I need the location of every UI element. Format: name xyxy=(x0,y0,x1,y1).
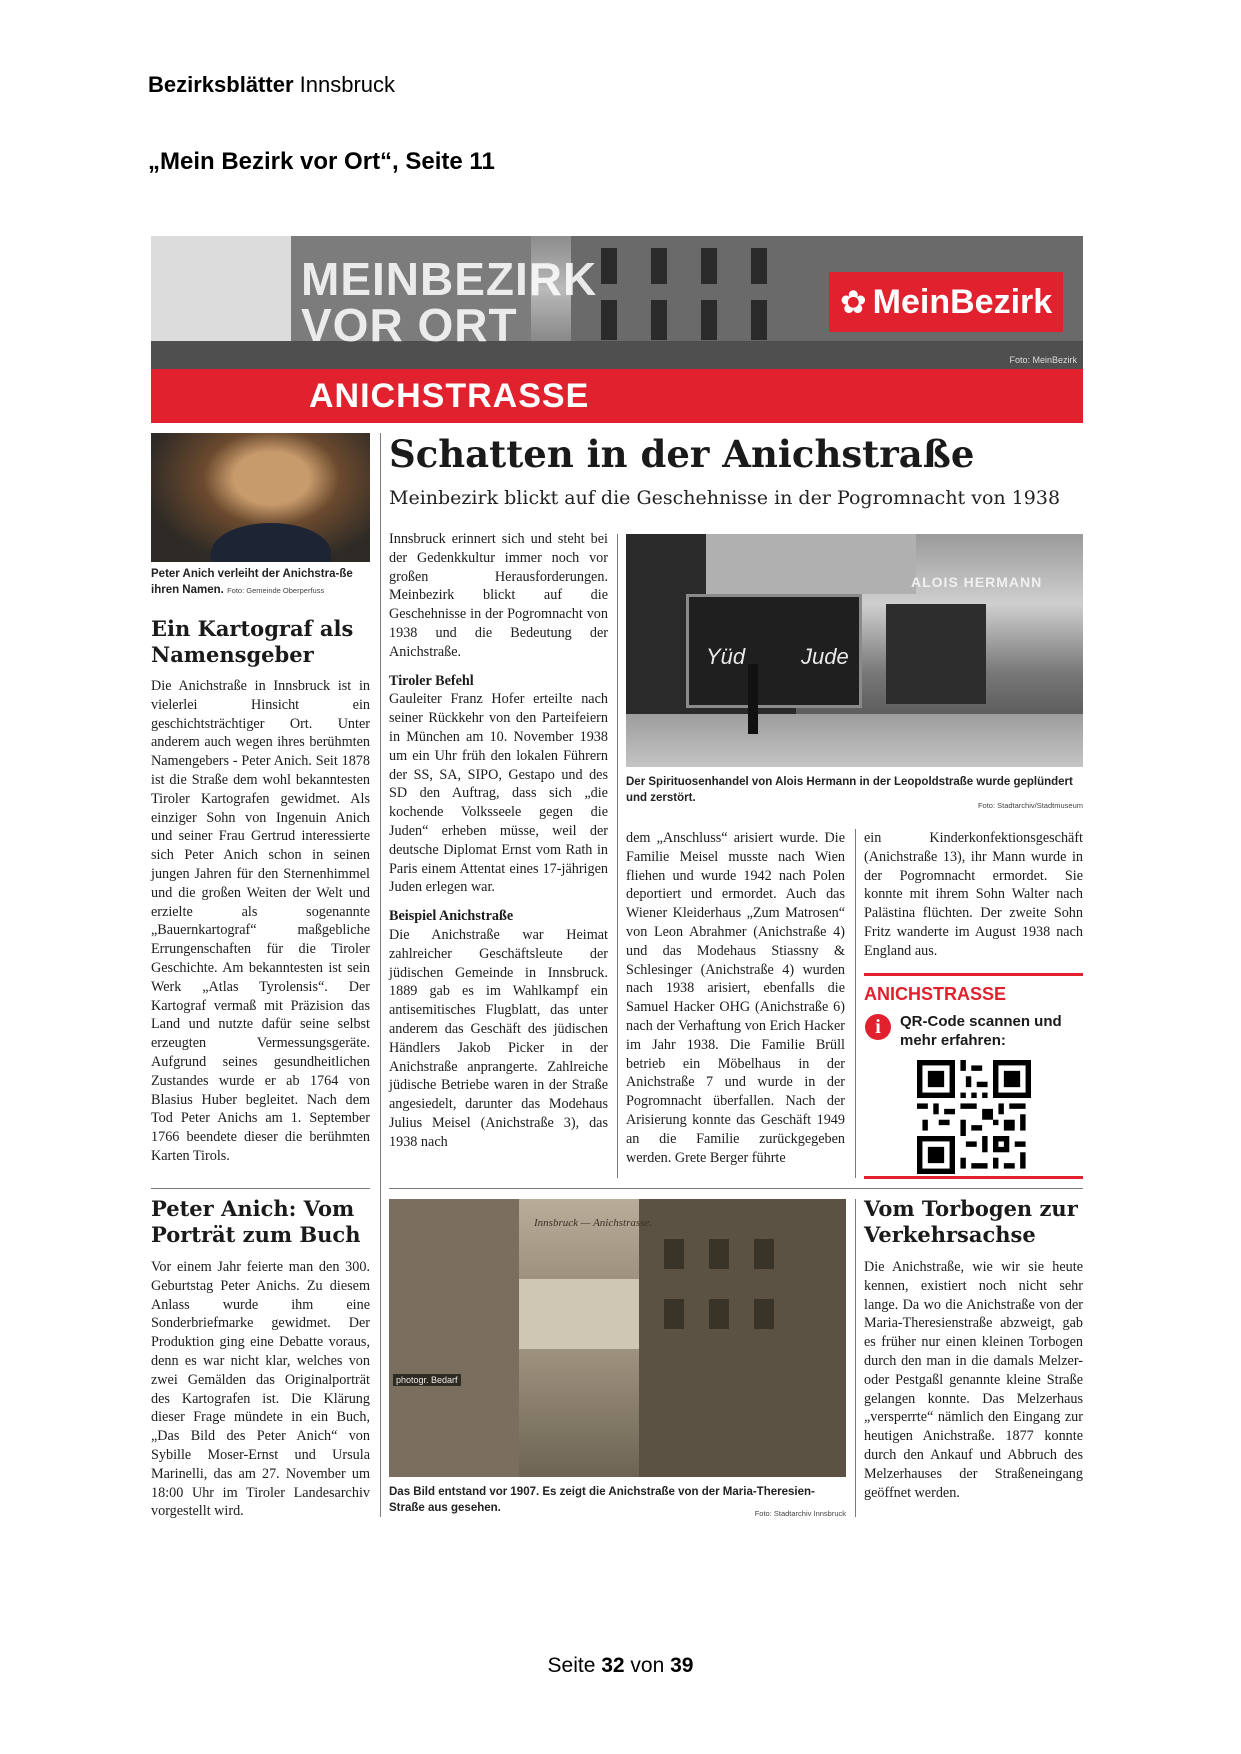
column-divider xyxy=(855,829,856,1178)
portrait-credit: Foto: Gemeinde Oberperfuss xyxy=(227,586,325,595)
header-publication: Bezirksblätter xyxy=(148,72,294,97)
photo2-window xyxy=(754,1299,774,1329)
main-article-intro: Innsbruck erinnert sich und steht bei der Gedenkkultur immer noch vor großen Herausforderungen. Meinbezirk blickt auf die Geschehnisse in der Pogromnacht von 1938 und die Bedeutung der Anichstraße. xyxy=(389,531,608,660)
photo2-street xyxy=(519,1349,639,1477)
banner-photo-credit: Foto: MeinBezirk xyxy=(1009,355,1077,365)
infobox-text: QR-Code scannen und mehr erfahren: xyxy=(900,1013,1062,1049)
infobox-top-line xyxy=(864,973,1083,976)
photo-graffiti-right: Jude xyxy=(801,644,849,669)
photo2-shop-sign: photogr. Bedarf xyxy=(393,1374,461,1386)
photo-pedestrian xyxy=(748,664,758,734)
left-article-text: Die Anichstraße in Innsbruck ist in vielerlei Hinsicht ein geschichtsträchtiger Ort. Unter anderem auch wegen ihres berühmten Namengebers - Peter Anich. Seit 1878 ist die Straße dem wohl bekanntesten Tiroler Kartografen gewidmet. Als einziger Sohn von Ingenuin Anich und seiner Frau Gertrud interessierte sich Peter Anich schon in seinen jungen Jahren für den Sternenhimmel und die großen Weiten der Welt und erzielte als sogenannte „Bauernkartograf“ maßgebliche Errungenschaften für die Tiroler Geschichte. Am bekanntesten ist sein Werk „Atlas Tyrolensis“. Der Kartograf vermaß mit Präzision das Land und nutzte dafür seine selbst erzeugten Vermessungsgeräte. Aufgrund seines gesundheitlichen Zustandes wurde er ab 1764 von Blasius Huber begleitet. Nach dem Tod Peter Anichs am 1. September 1766 beendete dieser die berühmten Karten Tirols. xyxy=(151,678,370,1164)
logo-gear-icon: ✿ xyxy=(839,284,867,320)
photo2-mountains xyxy=(519,1279,639,1349)
historic-photo-caption-text: Das Bild entstand vor 1907. Es zeigt die Anichstraße von der Maria-Theresien-Straße aus gesehen. xyxy=(389,1486,815,1514)
banner-window xyxy=(651,248,667,284)
logo-text: MeinBezirk xyxy=(872,282,1053,321)
banner-window xyxy=(651,300,667,340)
lower-divider xyxy=(389,1188,1083,1189)
historic-street-photo xyxy=(389,1199,846,1477)
left-divider xyxy=(151,1188,370,1189)
banner-window xyxy=(751,248,767,284)
photo2-window xyxy=(709,1239,729,1269)
section2-heading: Beispiel Anichstraße xyxy=(389,908,514,925)
left-article2-text: Vor einem Jahr feierte man den 300. Geburtstag Peter Anichs. Zu diesem Anlass wurde ihm eine Sonderbriefmarke gewidmet. Der Produktion ging eine Debatte voraus, denn es war nicht klar, welches von zwei Gemälden das Originalporträt des Kartografen ist. Die Klärung dieser Frage mündete in ein Buch, „Das Bild des Peter Anich“ von Sybille Moser-Ernst und Ursula Marinelli, das am 27. November um 18:00 Uhr im Tiroler Landesarchiv vorgestellt wird. xyxy=(151,1259,370,1520)
left-article-heading: Ein Kartograf als Namensgeber xyxy=(151,616,354,667)
footer-page-number: 32 xyxy=(601,1654,625,1677)
shop-photo-caption-text: Der Spirituosenhandel von Alois Hermann in der Leopoldstraße wurde geplündert und zerstört. xyxy=(626,776,1073,804)
header-banner-photo xyxy=(151,236,1083,369)
footer-of: von xyxy=(624,1654,671,1677)
right-article-heading: Vom Torbogen zur Verkehrsachse xyxy=(864,1196,1078,1247)
shop-photo-credit: Foto: Stadtarchiv/Stadtmuseum xyxy=(977,801,1083,810)
footer-label: Seite xyxy=(547,1654,602,1677)
photo2-window xyxy=(664,1299,684,1329)
info-icon: i xyxy=(865,1014,891,1040)
meinbezirk-logo xyxy=(829,272,1063,332)
portrait-photo xyxy=(151,433,370,562)
shop-photo-credit-wrap xyxy=(955,797,1083,814)
photo-facade xyxy=(706,534,916,594)
photo2-building-left xyxy=(389,1199,519,1477)
shop-photo xyxy=(626,534,1083,767)
banner-window xyxy=(701,248,717,284)
infobox-bottom-line xyxy=(864,1176,1083,1179)
column-divider xyxy=(617,534,618,1178)
photo2-window xyxy=(664,1239,684,1269)
document-header xyxy=(148,72,395,98)
photo2-window xyxy=(709,1299,729,1329)
banner-window xyxy=(601,300,617,340)
banner-title xyxy=(301,253,598,351)
section1-heading: Tiroler Befehl xyxy=(389,672,474,689)
header-location: Innsbruck xyxy=(293,72,396,97)
column-divider xyxy=(380,433,381,1517)
col3-text: dem „Anschluss“ arisiert wurde. Die Familie Meisel musste nach Wien fliehen und wurde 1942 nach Polen deportiert und ermordet. Auch das Wiener Kleiderhaus „Zum Matrosen“ von Leon Abrahmer (Anichstraße 4) und das Modehaus Stiassny & Schlesinger (Anichstraße 4) wurden nach 1938 arisiert, ebenfalls die Samuel Hacker OHG (Anichstraße 6) nach der Verhaftung von Erich Hacker im Jahr 1938. Die Familie Brüll betrieb ein Möbelhaus in der Anichstraße 7 und wurde in der Pogromnacht überfallen. Nach der Arisierung konnte das Geschäft 1949 an die Familie zurückgegeben werden. Grete Berger führte xyxy=(626,830,845,1166)
footer-page-total: 39 xyxy=(670,1654,694,1677)
portrait-caption xyxy=(151,566,370,599)
photo-sidewalk xyxy=(626,714,1083,767)
main-subheadline: Meinbezirk blickt auf die Geschehnisse in der Pogromnacht von 1938 xyxy=(389,487,1061,509)
main-article-col4 xyxy=(864,829,1083,961)
qr-code[interactable] xyxy=(917,1060,1031,1174)
banner-title-line2: VOR ORT xyxy=(301,299,518,351)
document-title: „Mein Bezirk vor Ort“, Seite 11 xyxy=(148,148,495,175)
column-divider xyxy=(855,1199,856,1517)
photo2-inscription: Innsbruck — Anichstrasse. xyxy=(534,1217,653,1229)
banner-street xyxy=(151,341,1083,369)
infobox-title: ANICHSTRASSE xyxy=(864,984,1007,1004)
col4-text: ein Kinderkonfektionsgeschäft (Anichstraße 13), ihr Mann wurde in der Pogromnacht ermordet. Sie konnte mit ihrem Sohn Walter nach Palästina flüchten. Der zweite Sohn Fritz wanderte im August 1938 nach England aus. xyxy=(864,830,1083,959)
banner-window xyxy=(701,300,717,340)
historic-photo-credit-wrap xyxy=(705,1505,846,1522)
section-bar xyxy=(151,369,1083,423)
photo2-window xyxy=(754,1239,774,1269)
photo-shop-door xyxy=(886,604,986,704)
portrait-figure xyxy=(211,523,331,562)
banner-title-line1: MEINBEZIRK xyxy=(301,253,598,305)
banner-window xyxy=(751,300,767,340)
main-headline: Schatten in der Anichstraße xyxy=(389,432,975,476)
right-article-text: Die Anichstraße, wie wir sie heute kennen, existiert noch nicht sehr lange. Da wo die Anichstraße von der Maria-Theresienstraße abzweigt, gab es früher nur einen kleinen Torbogen durch den man in die damals Melzer- oder Pestgaßl genannte kleine Straße gelangen konnte. Das Melzerhaus „versperrte“ nämlich den Eingang zur heutigen Anichstraße. 1877 konnte durch den Ankauf und Abbruch des Melzerhauses der Straßeneingang geöffnet werden. xyxy=(864,1259,1083,1501)
right-article-body xyxy=(864,1258,1083,1502)
photo-shop-sign: ALOIS HERMANN xyxy=(911,574,1043,590)
section2-text: Die Anichstraße war Heimat zahlreicher Geschäftsleute der jüdischen Gemeinde in Innsbruck. 1889 gab es im Wahlkampf ein antisemitisches Flugblatt, das unter anderem das Geschäft des jüdischen Händlers Jakob Picker in der Anichstraße anprangerte. Zahlreiche jüdische Betriebe waren in der Straße angesiedelt, darunter das Modehaus Julius Meisel (Anichstraße 3), das 1938 nach xyxy=(389,926,608,1150)
left-article2-body xyxy=(151,1258,370,1521)
main-article-col1 xyxy=(389,530,608,1152)
section1-text: Gauleiter Franz Hofer erteilte nach seiner Rückkehr von den Parteifeiern in München am 10. November 1938 um ein Uhr früh den lokalen Führern der SS, SA, SIPO, Gestapo und des SD den Auftrag, dass sich „die kochende Volksseele gegen die Juden“ erheben müsse, weil der deutsche Diplomat Ernst vom Rath in Paris einem Attentat eines 17-jährigen Juden erlegen war. xyxy=(389,691,608,896)
portrait-caption-text: Peter Anich verleiht der Anichstra-ße ihren Namen. xyxy=(151,568,353,596)
photo-graffiti-left: Yüd xyxy=(706,644,746,669)
left-article-body xyxy=(151,677,370,1166)
banner-window xyxy=(601,248,617,284)
historic-photo-credit: Foto: Stadtarchiv Innsbruck xyxy=(754,1509,846,1518)
section-label: ANICHSTRASSE xyxy=(309,377,590,415)
main-article-col3 xyxy=(626,829,845,1167)
page-footer xyxy=(0,1654,1241,1678)
left-article2-heading: Peter Anich: Vom Porträt zum Buch xyxy=(151,1196,361,1247)
